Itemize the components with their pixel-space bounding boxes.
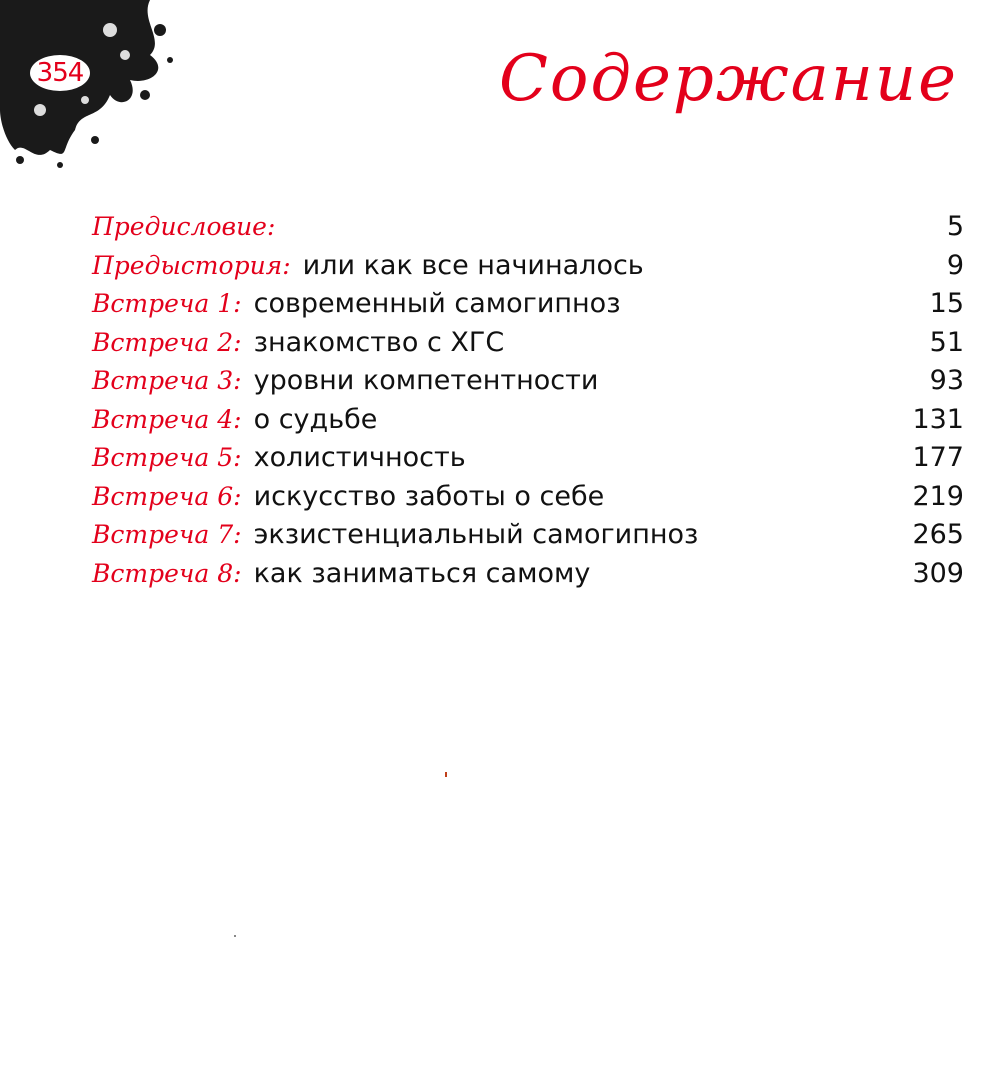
toc-entry-label: Встреча 3: <box>92 366 242 395</box>
toc-entry-label: Встреча 2: <box>92 327 242 357</box>
toc-entry-page: 309 <box>912 557 964 589</box>
toc-entry-prehistory[interactable] <box>92 247 964 286</box>
toc-entry-page: 5 <box>946 211 964 242</box>
toc-entry-meeting-4[interactable] <box>92 401 964 440</box>
page-title: Содержание <box>498 42 958 116</box>
toc-entry-title: холистичность <box>253 442 466 473</box>
toc-entry-meeting-8[interactable] <box>92 555 964 594</box>
toc-entry-meeting-3[interactable] <box>92 362 964 401</box>
toc-entry-meeting-5[interactable] <box>92 439 964 478</box>
toc-entry-page: 93 <box>929 365 964 396</box>
toc-entry-title: как заниматься самому <box>253 557 591 589</box>
toc-entry-page: 131 <box>912 403 964 435</box>
toc-entry-meeting-2[interactable] <box>92 324 964 363</box>
toc-entry-label: Встреча 4: <box>92 404 242 434</box>
toc-entry-meeting-1[interactable] <box>92 285 964 324</box>
page-number: 354 <box>30 55 90 91</box>
toc-entry-title: о судьбе <box>253 403 378 435</box>
toc-entry-title: знакомство с ХГС <box>253 326 505 358</box>
toc-entry-label: Встреча 1: <box>92 289 242 318</box>
paper-speck <box>445 772 447 777</box>
toc-entry-title: уровни компетентности <box>253 365 599 396</box>
toc-entry-page: 15 <box>929 288 964 319</box>
toc-entry-meeting-6[interactable] <box>92 478 964 517</box>
toc-entry-title: искусство заботы о себе <box>253 480 605 512</box>
toc-entry-page: 219 <box>912 480 964 512</box>
toc-entry-label: Встреча 8: <box>92 558 242 588</box>
toc-entry-label: Предисловие: <box>92 212 276 241</box>
paper-speck <box>234 935 236 937</box>
table-of-contents <box>92 208 964 593</box>
toc-entry-page: 177 <box>912 442 964 473</box>
toc-entry-preface[interactable] <box>92 208 964 247</box>
toc-entry-label: Встреча 7: <box>92 520 242 549</box>
toc-entry-meeting-7[interactable] <box>92 516 964 555</box>
toc-entry-title: или как все начиналось <box>302 249 644 281</box>
toc-entry-page: 265 <box>912 519 964 550</box>
toc-entry-label: Встреча 6: <box>92 481 242 511</box>
toc-entry-title: современный самогипноз <box>253 288 621 319</box>
toc-entry-page: 51 <box>929 326 964 358</box>
toc-entry-title: экзистенциальный самогипноз <box>253 519 699 550</box>
toc-entry-page: 9 <box>946 249 964 281</box>
ink-blot-icon <box>0 0 175 175</box>
toc-entry-label: Предыстория: <box>92 250 291 280</box>
toc-entry-label: Встреча 5: <box>92 443 242 472</box>
